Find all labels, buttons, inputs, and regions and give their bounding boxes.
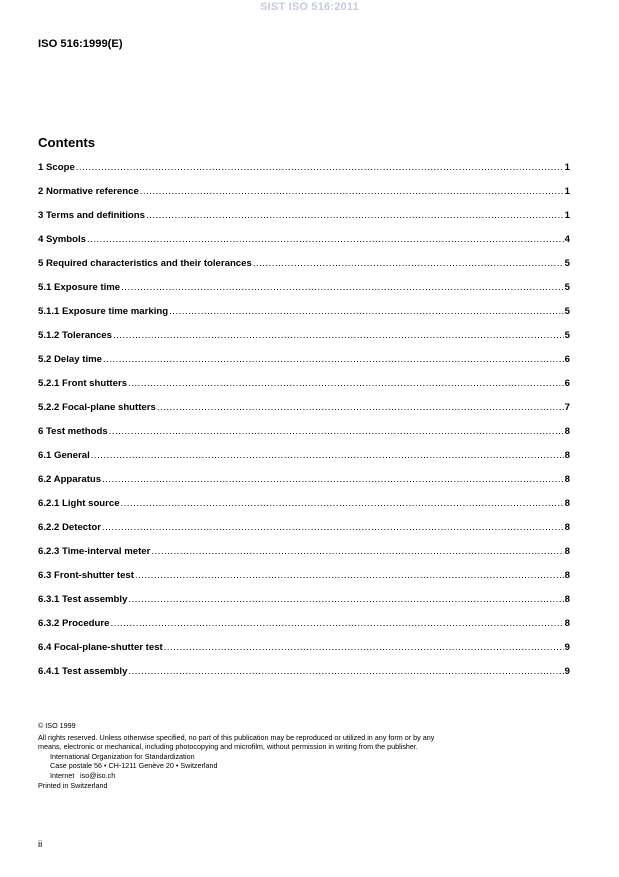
contents-heading: Contents [38,135,96,150]
toc-entry[interactable] [38,546,570,570]
toc-entry-title: 5.2.2 Focal-plane shutters [38,402,156,413]
toc-entry-page: 5 [564,258,570,269]
toc-entry-page: 1 [564,162,570,173]
toc-leader-dots [91,450,564,461]
email-link[interactable]: iso@iso.ch [80,770,116,780]
toc-entry-page: 8 [564,450,570,461]
toc-entry-title: 4 Symbols [38,234,86,245]
toc-entry[interactable] [38,498,570,522]
toc-entry-title: 6.3 Front-shutter test [38,570,134,581]
toc-leader-dots [135,570,564,581]
toc-entry[interactable] [38,258,570,282]
toc-entry-title: 5.2 Delay time [38,354,102,365]
toc-entry-page: 6 [564,378,570,389]
toc-entry[interactable] [38,594,570,618]
printed-in: Printed in Switzerland [38,780,108,790]
toc-entry-page: 9 [564,666,570,677]
toc-entry[interactable] [38,306,570,330]
watermark: SIST ISO 516:2011 [260,1,359,13]
toc-entry-title: 6.4 Focal-plane-shutter test [38,642,163,653]
toc-entry-title: 1 Scope [38,162,75,173]
toc-leader-dots [151,546,563,557]
toc-leader-dots [128,666,563,677]
copyright-line: © ISO 1999 [38,721,76,730]
toc-entry-page: 1 [564,210,570,221]
toc-leader-dots [169,306,564,317]
toc-entry-title: 5 Required characteristics and their tolerances [38,258,252,269]
toc-entry[interactable] [38,402,570,426]
toc-entry[interactable] [38,234,570,258]
toc-leader-dots [253,258,564,269]
toc-entry-title: 6.3.1 Test assembly [38,594,128,605]
toc-entry-page: 4 [564,234,570,245]
toc-entry[interactable] [38,522,570,546]
toc-leader-dots [121,498,564,509]
page-number: ii [38,839,43,850]
toc-entry[interactable] [38,354,570,378]
toc-leader-dots [164,642,564,653]
toc-entry-title: 6.2 Apparatus [38,474,102,485]
toc-entry-title: 2 Normative reference [38,186,139,197]
organization-name: International Organization for Standardization [50,751,195,761]
toc-entry-page: 5 [564,330,570,341]
toc-entry-title: 5.1.2 Tolerances [38,330,112,341]
copyright-block [38,721,458,790]
toc-entry-title: 5.1.1 Exposure time marking [38,306,169,317]
toc-leader-dots [121,282,564,293]
toc-entry[interactable] [38,426,570,450]
toc-leader-dots [76,162,564,173]
toc-entry[interactable] [38,666,570,690]
toc-entry[interactable] [38,570,570,594]
toc-entry[interactable] [38,378,570,402]
toc-entry-title: 6.2.1 Light source [38,498,120,509]
internet-line [38,771,458,781]
toc-entry-title: 6.2.3 Time-interval meter [38,546,151,557]
table-of-contents [38,162,570,690]
toc-entry-title: 5.1 Exposure time [38,282,121,293]
toc-leader-dots [128,378,564,389]
toc-entry[interactable] [38,474,570,498]
toc-entry-page: 8 [564,522,570,533]
toc-leader-dots [102,474,564,485]
toc-leader-dots [87,234,564,245]
toc-entry-title: 6.2.2 Detector [38,522,101,533]
toc-entry-title: 5.2.1 Front shutters [38,378,128,389]
rights-statement: All rights reserved. Unless otherwise specified, no part of this publication may be reproduced or utilized in any form or by any means, electronic or mechanical, including photocopying and microfilm, without permission in writing from the publisher. [38,732,435,752]
toc-entry-title: 6.3.2 Procedure [38,618,110,629]
toc-leader-dots [140,186,564,197]
toc-entry-title: 6.4.1 Test assembly [38,666,128,677]
toc-leader-dots [110,618,563,629]
document-id: ISO 516:1999(E) [38,38,123,50]
toc-entry[interactable] [38,642,570,666]
toc-entry[interactable] [38,282,570,306]
toc-entry-page: 1 [564,186,570,197]
toc-leader-dots [102,522,564,533]
toc-entry-page: 9 [564,642,570,653]
toc-entry-page: 7 [564,402,570,413]
toc-entry[interactable] [38,618,570,642]
toc-entry-page: 8 [564,474,570,485]
toc-entry-page: 8 [564,594,570,605]
toc-leader-dots [109,426,564,437]
internet-label: Internet [50,770,75,780]
toc-entry-page: 5 [564,282,570,293]
toc-leader-dots [146,210,564,221]
toc-entry-page: 8 [564,618,570,629]
toc-entry[interactable] [38,162,570,186]
toc-leader-dots [157,402,564,413]
toc-entry-page: 8 [564,546,570,557]
toc-entry-page: 8 [564,498,570,509]
toc-entry-page: 8 [564,570,570,581]
toc-leader-dots [103,354,564,365]
toc-entry[interactable] [38,186,570,210]
toc-entry-page: 5 [564,306,570,317]
toc-entry[interactable] [38,330,570,354]
toc-entry-page: 6 [564,354,570,365]
toc-entry-title: 3 Terms and definitions [38,210,145,221]
organization-address: Case postale 56 • CH-1211 Genève 20 • Switzerland [50,761,218,771]
toc-entry-page: 8 [564,426,570,437]
toc-entry-title: 6.1 General [38,450,90,461]
toc-entry[interactable] [38,210,570,234]
toc-leader-dots [128,594,563,605]
toc-entry-title: 6 Test methods [38,426,108,437]
toc-leader-dots [113,330,564,341]
toc-entry[interactable] [38,450,570,474]
